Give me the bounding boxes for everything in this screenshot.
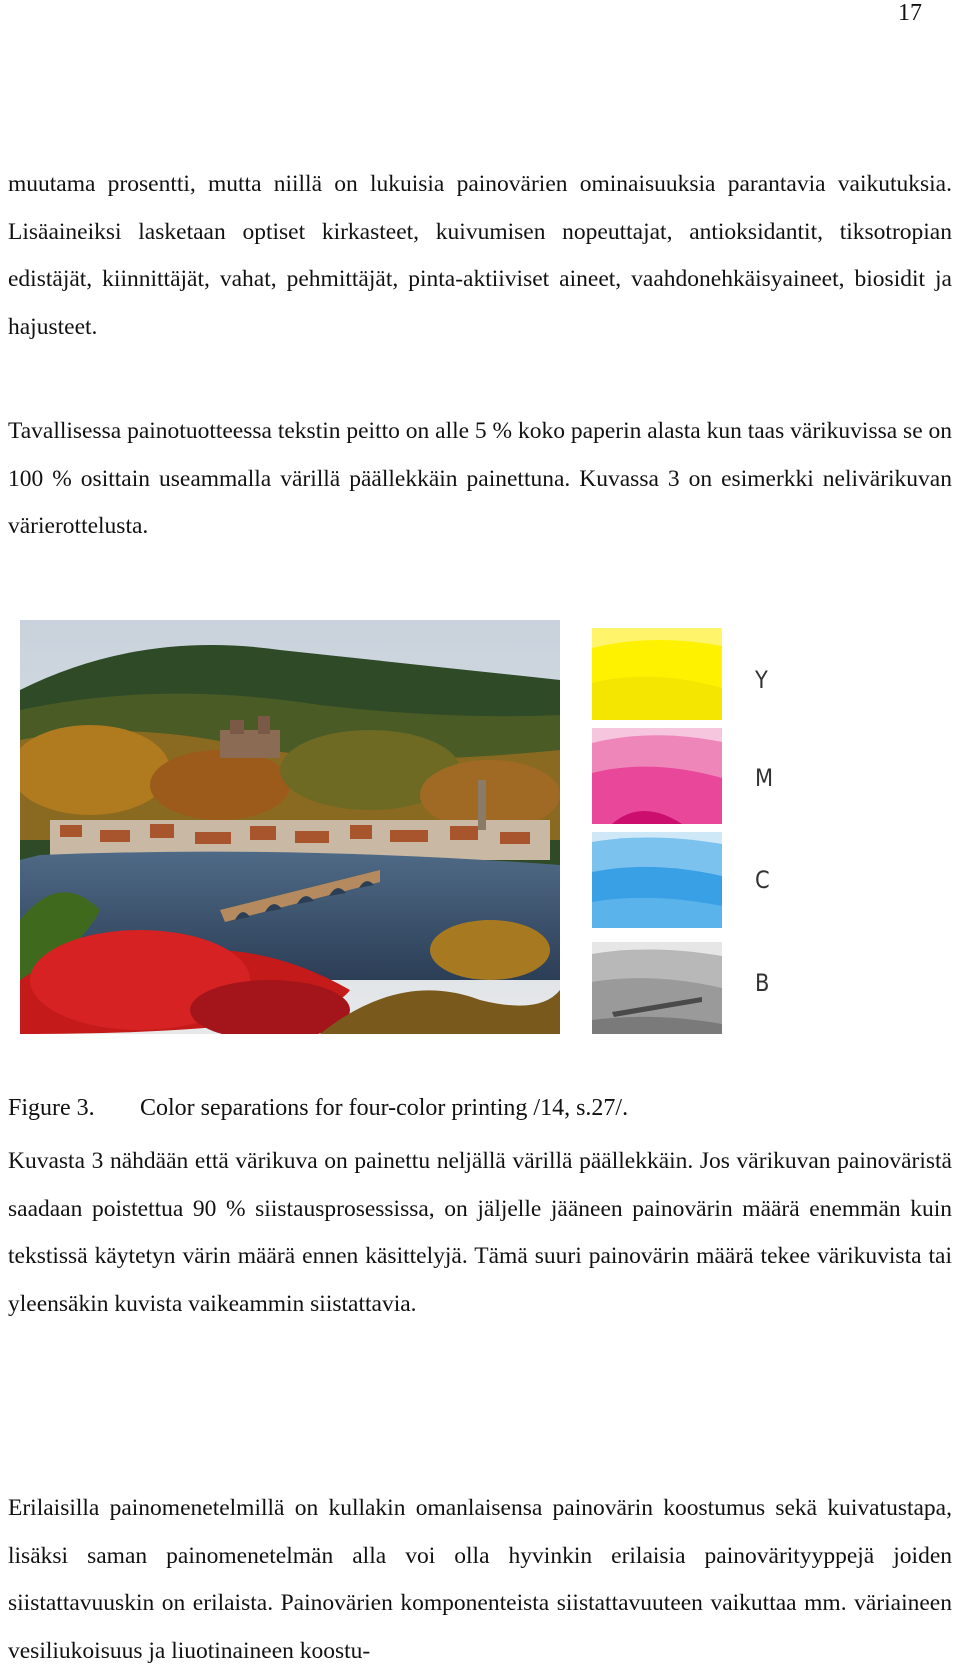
black-separation-plate [592, 942, 722, 1034]
yellow-separation-plate [592, 628, 722, 720]
cyan-label: C [755, 866, 770, 894]
figure-caption-text: Color separations for four-color printing /14, s.27/. [140, 1095, 629, 1121]
black-label: B [755, 969, 770, 997]
figure-number: Figure 3. [8, 1095, 95, 1121]
paragraph-2: Tavallisessa painotuotteessa tekstin peitto on alle 5 % koko paperin alasta kun taas värikuvissa se on 100 % osittain useammalla värillä päällekkäin painettuna. Kuvassa 3 on esimerkki nelivärikuvan värierottelusta. [8, 418, 952, 539]
color-separation-figure [20, 620, 774, 1034]
magenta-separation-plate [592, 728, 722, 824]
page-number: 17 [898, 0, 922, 26]
paragraph-4: Erilaisilla painomenetelmillä on kullakin omanlaisensa painovärin koostumus sekä kuivatustapa, lisäksi saman painomenetelmän alla voi olla hyvinkin erilaisia painovärityyppejä joiden siistattavuuskin on erilaista. Painovärien komponenteista siistattavuuteen vaikuttaa mm. väriaineen vesiliukoisuus ja liuotinaineen koostu- [8, 1495, 952, 1664]
full-color-photo [20, 620, 560, 1034]
magenta-label: M [755, 764, 774, 792]
paragraph-3: Kuvasta 3 nähdään että värikuva on painettu neljällä värillä päällekkäin. Jos värikuvan painoväristä saadaan poistettua 90 % siistausprosessissa, on jäljelle jääneen painovärin määrä enemmän kuin tekstissä käytetyn värin määrä ennen käsittelyjä. Tämä suuri painovärin määrä tekee värikuvista tai yleensäkin kuvista vaikeammin siistattavia. [8, 1148, 952, 1317]
figure-caption [8, 1093, 628, 1123]
paragraph-1: muutama prosentti, mutta niillä on lukuisia painovärien ominaisuuksia parantavia vaikutuksia. Lisäaineiksi lasketaan optiset kirkasteet, kuivumisen nopeuttajat, antioksidantit, tiksotropian edistäjät, kiinnittäjät, vahat, pehmittäjät, pinta-aktiiviset aineet, vaahdonehkäisyaineet, biosidit ja hajusteet. [8, 171, 952, 340]
yellow-label: Y [755, 666, 768, 694]
cyan-separation-plate [592, 832, 722, 928]
